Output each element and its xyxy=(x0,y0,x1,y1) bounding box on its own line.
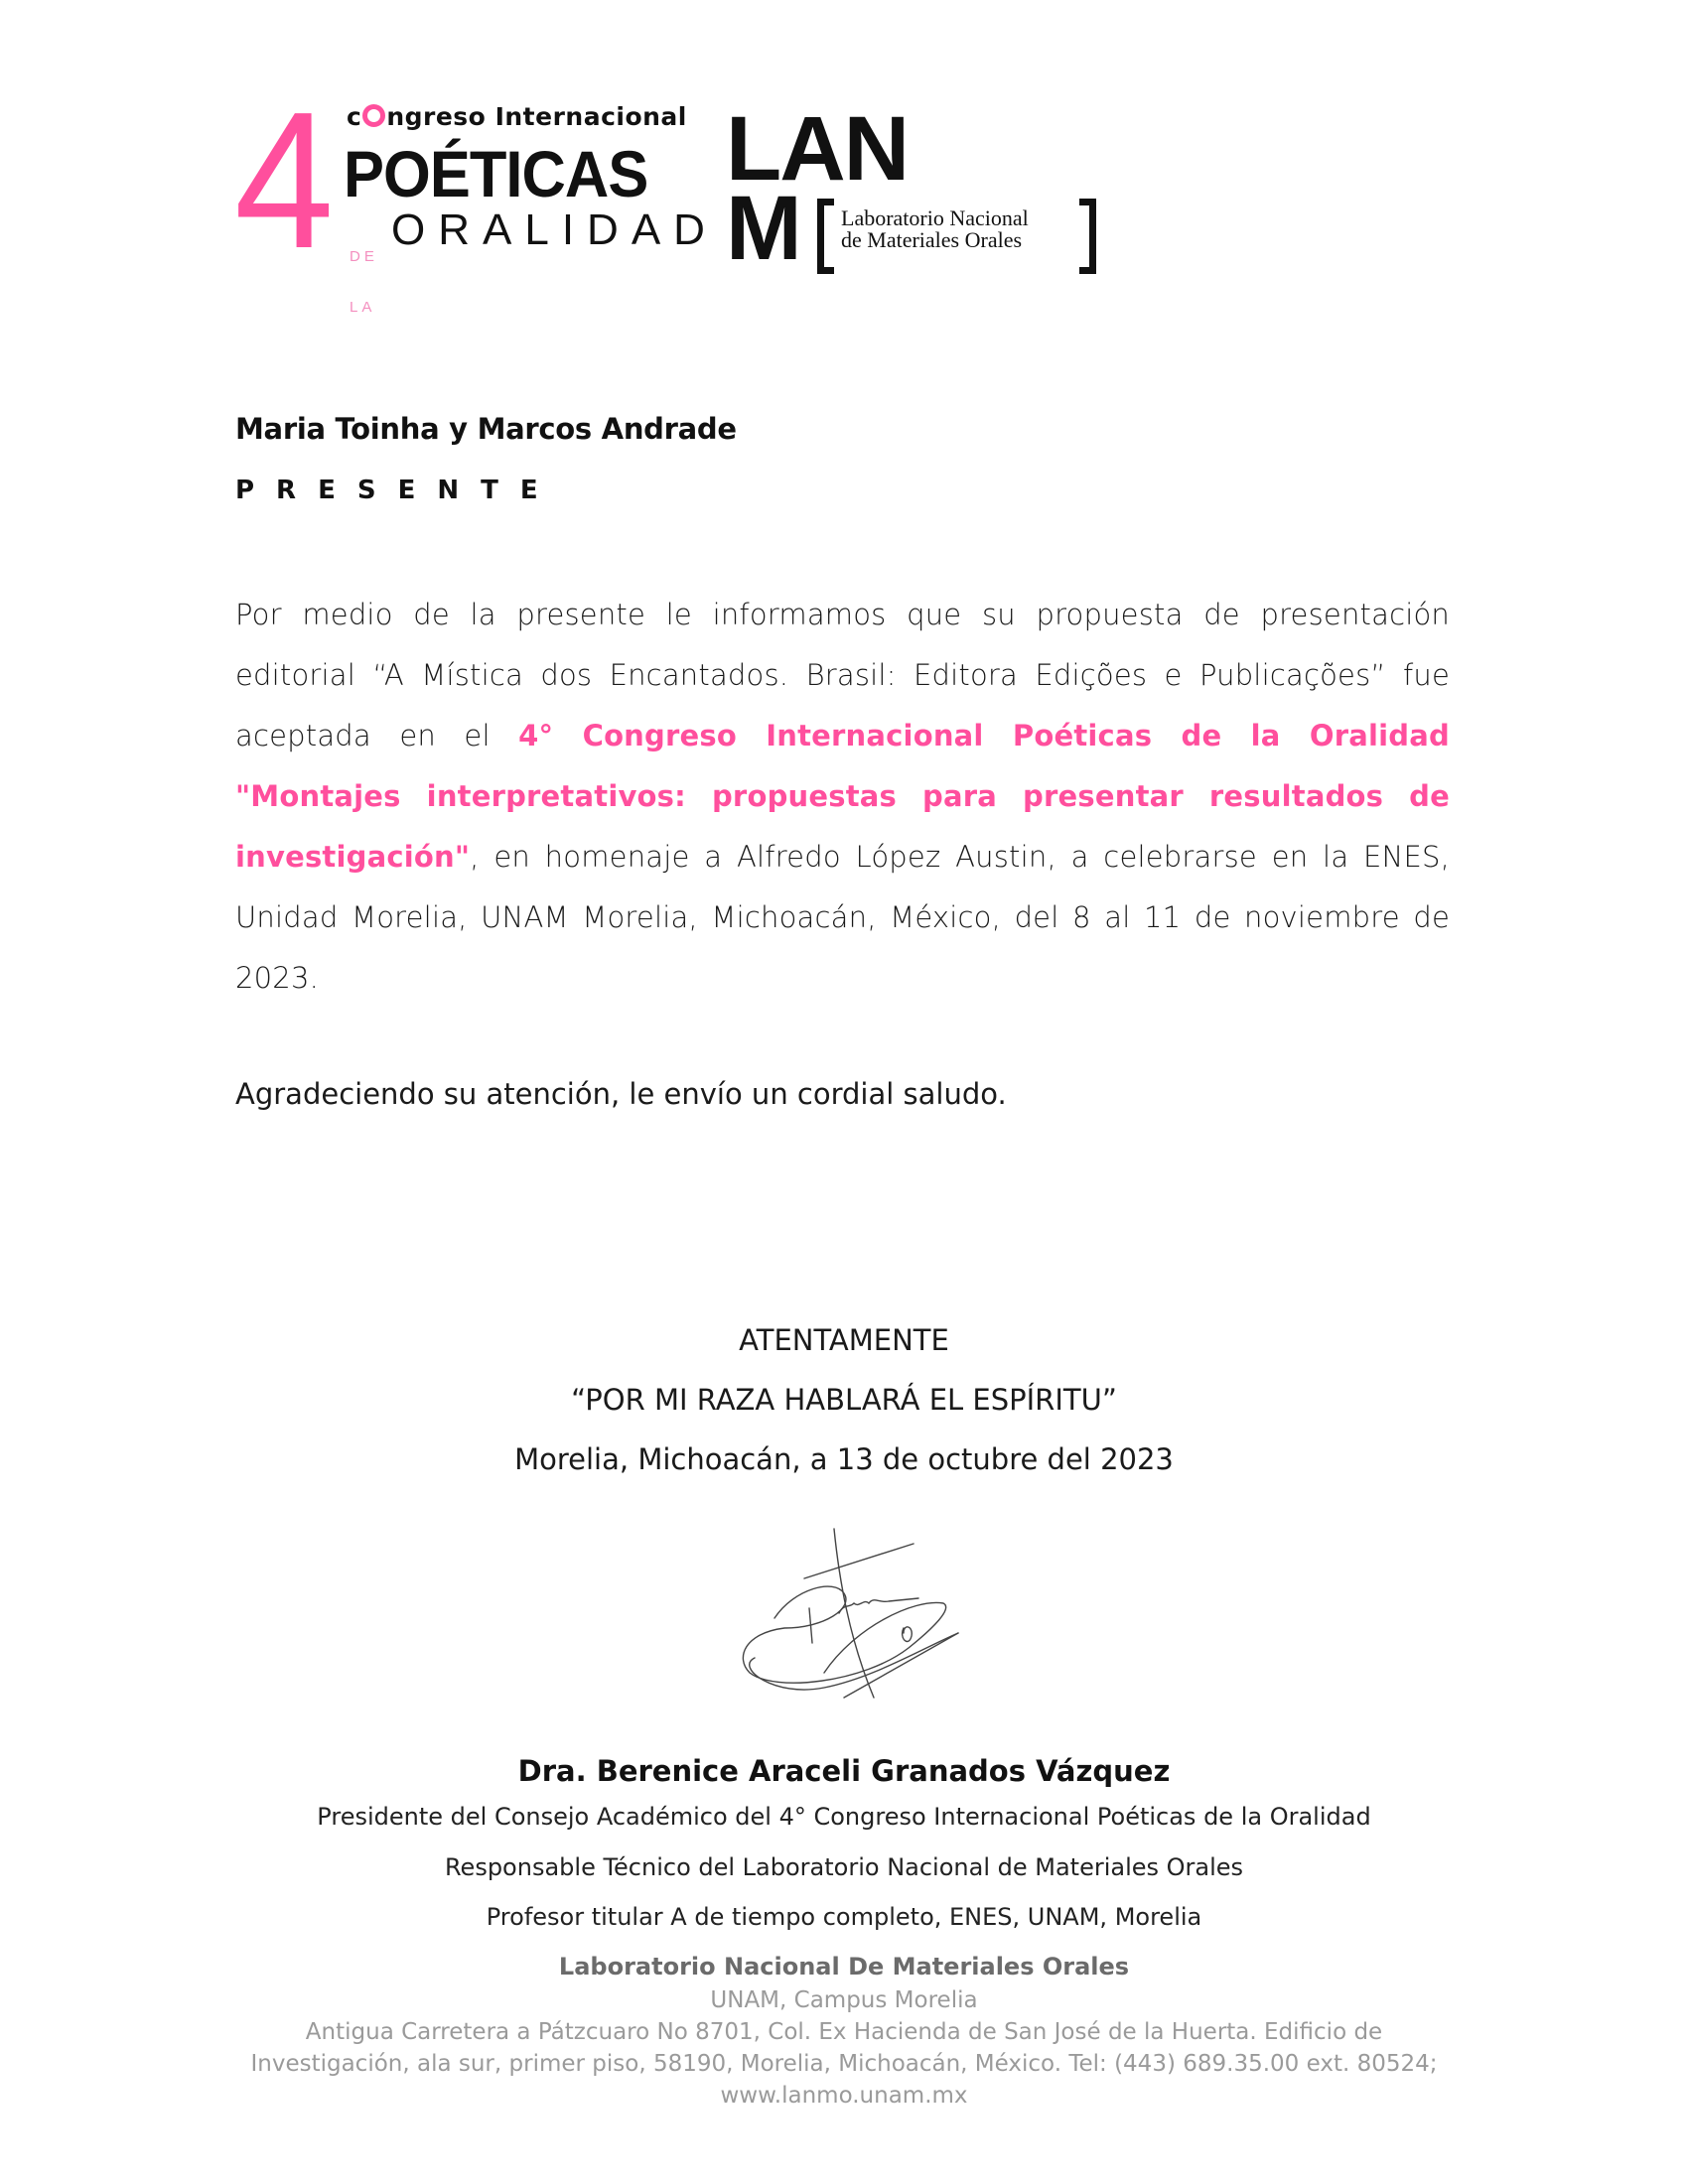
signer-role: Responsable Técnico del Laboratorio Nacional de Materiales Orales xyxy=(444,1853,1244,1881)
logo-congreso-suffix: ngreso Internacional xyxy=(386,102,687,131)
logo-de-la xyxy=(350,214,382,349)
body-text-part1: Por medio de la presente le informamos que su propuesta de presentación editorial “A Mística dos Encantados. Brasil: Editora Edições e Publicações” fue aceptada en el xyxy=(235,598,1450,752)
lanmo-subtitle-line1: Laboratorio Nacional xyxy=(841,205,1029,230)
signature-stroke xyxy=(839,1598,918,1613)
logo-poeticas: POÉTICAS xyxy=(344,137,648,210)
logo-number-four: 4 xyxy=(234,71,331,289)
letter-body xyxy=(235,585,1450,1009)
signer-role: Presidente del Consejo Académico del 4° Congreso Internacional Poéticas de la Oralidad xyxy=(317,1803,1371,1831)
logo-ring-icon xyxy=(362,104,385,127)
lanmo-bracket-left xyxy=(817,199,834,274)
body-text-part2: , en homenaje a Alfredo López Austin, a celebrarse en la ENES, Unidad Morelia, UNAM Morelia, Michoacán, México, del 8 al 11 de noviembre de 2023. xyxy=(235,840,1450,995)
signature-stroke xyxy=(903,1627,913,1642)
lanmo-m-text: M xyxy=(726,178,802,279)
motto: “POR MI RAZA HABLARÁ EL ESPÍRITU” xyxy=(571,1383,1117,1417)
salutation: PRESENTE xyxy=(235,476,560,505)
footer-organization: Laboratorio Nacional De Materiales Orales xyxy=(558,1953,1130,1980)
footer-campus: UNAM, Campus Morelia xyxy=(710,1987,978,2013)
signer-role: Profesor titular A de tiempo completo, ENES, UNAM, Morelia xyxy=(486,1903,1202,1931)
lanmo-subtitle xyxy=(841,207,1029,251)
logo-oralidad: ORALIDAD xyxy=(391,205,718,254)
footer-address: Antigua Carretera a Pátzcuaro No 8701, Col. Ex Hacienda de San José de la Huerta. Edificio de Investigación, ala sur, primer piso, 58190, Morelia, Michoacán, México. Tel: (443) 689.35.00 ext. 80524; www.lanmo.unam.mx xyxy=(250,2019,1438,2109)
closing-line: Agradeciendo su atención, le envío un cordial saludo. xyxy=(235,1077,1007,1111)
signature-stroke xyxy=(804,1544,914,1578)
logo-de: DE xyxy=(350,248,378,265)
logo-congreso-text xyxy=(347,103,687,131)
sign-off: ATENTAMENTE xyxy=(739,1323,949,1357)
signature-stroke xyxy=(834,1529,874,1698)
signature-stroke xyxy=(750,1633,958,1690)
lanmo-bracket-right xyxy=(1079,199,1096,274)
lanmo-logo xyxy=(726,98,1103,279)
congress-title-highlight: 4° Congreso Internacional Poéticas de la Oralidad "Montajes interpretativos: propuestas para presentar resultados de investigación" xyxy=(235,719,1450,874)
recipient-name: Maria Toinha y Marcos Andrade xyxy=(235,412,737,446)
lanmo-subtitle-line2: de Materiales Orales xyxy=(841,227,1023,252)
congreso-logo xyxy=(234,71,718,316)
lanmo-lan-text: LAN xyxy=(726,98,909,200)
logo-congreso-prefix: c xyxy=(347,102,362,131)
signature-image xyxy=(715,1509,973,1707)
place-and-date: Morelia, Michoacán, a 13 de octubre del 2023 xyxy=(514,1442,1174,1476)
logo-la: LA xyxy=(350,299,376,316)
signer-name: Dra. Berenice Araceli Granados Vázquez xyxy=(517,1754,1171,1788)
